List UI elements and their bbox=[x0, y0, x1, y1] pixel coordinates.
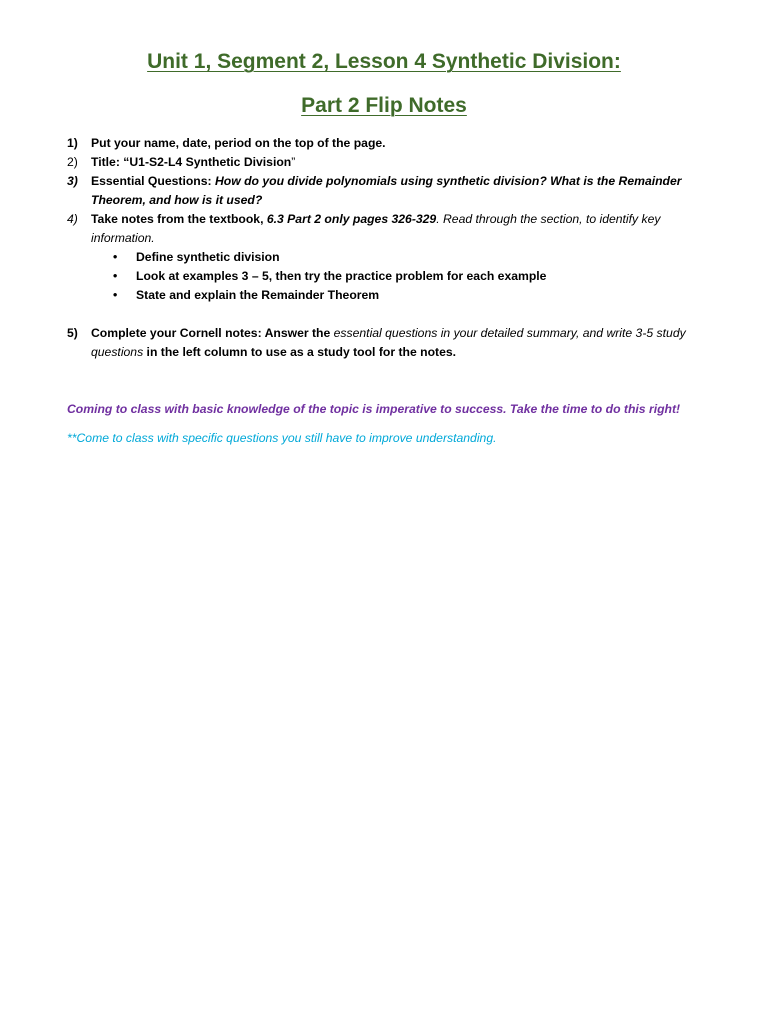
essential-questions-label: Essential Questions: bbox=[91, 174, 215, 188]
bullet-item bbox=[91, 248, 727, 267]
step-part-3: in the left column to use as a study tool for the notes. bbox=[143, 345, 457, 359]
instruction-list bbox=[67, 134, 727, 362]
textbook-reference: 6.3 Part 2 only pages 326-329 bbox=[266, 212, 437, 226]
questions-note: **Come to class with specific questions you still have to improve understanding. bbox=[67, 431, 497, 445]
step-3 bbox=[67, 172, 727, 210]
bullet-text: Define synthetic division bbox=[136, 250, 280, 264]
bullet-icon: • bbox=[113, 269, 118, 283]
step-2 bbox=[67, 153, 727, 172]
essential-questions-text: How do you divide polynomials using synthetic division? What is the Remainder Theorem, and how is it used? bbox=[91, 174, 682, 207]
step-text: Put your name, date, period on the top of the page. bbox=[91, 136, 386, 150]
step-tail: . Read through the section, to identify key information. bbox=[91, 212, 661, 245]
spacer bbox=[67, 305, 727, 324]
step-title-suffix: ” bbox=[291, 155, 296, 169]
step-part-2: essential questions in your detailed summary, and write 3-5 study questions bbox=[91, 326, 686, 359]
note-bullets bbox=[91, 248, 727, 305]
step-number: 4) bbox=[67, 212, 78, 226]
bullet-text: State and explain the Remainder Theorem bbox=[136, 288, 380, 302]
step-5 bbox=[67, 324, 727, 362]
page-title: Unit 1, Segment 2, Lesson 4 Synthetic Division: bbox=[147, 50, 621, 73]
page-subtitle: Part 2 Flip Notes bbox=[301, 94, 467, 117]
bullet-item bbox=[91, 267, 727, 286]
step-part-1: Complete your Cornell notes: Answer the bbox=[91, 326, 334, 340]
step-number: 1) bbox=[67, 136, 78, 150]
step-number: 2) bbox=[67, 155, 78, 169]
bullet-icon: • bbox=[113, 288, 118, 302]
step-number: 5) bbox=[67, 326, 78, 340]
step-title-prefix: Title: “ bbox=[91, 155, 130, 169]
bullet-item bbox=[91, 286, 727, 305]
step-1 bbox=[67, 134, 727, 153]
success-note: Coming to class with basic knowledge of the topic is imperative to success. Take the time to do this right! bbox=[67, 402, 681, 416]
step-title-value: U1-S2-L4 Synthetic Division bbox=[129, 155, 292, 169]
bullet-icon: • bbox=[113, 250, 118, 264]
step-number: 3) bbox=[67, 174, 78, 188]
step-lead: Take notes from the textbook, bbox=[91, 212, 267, 226]
step-4 bbox=[67, 210, 727, 305]
bullet-text: Look at examples 3 – 5, then try the practice problem for each example bbox=[136, 269, 547, 283]
